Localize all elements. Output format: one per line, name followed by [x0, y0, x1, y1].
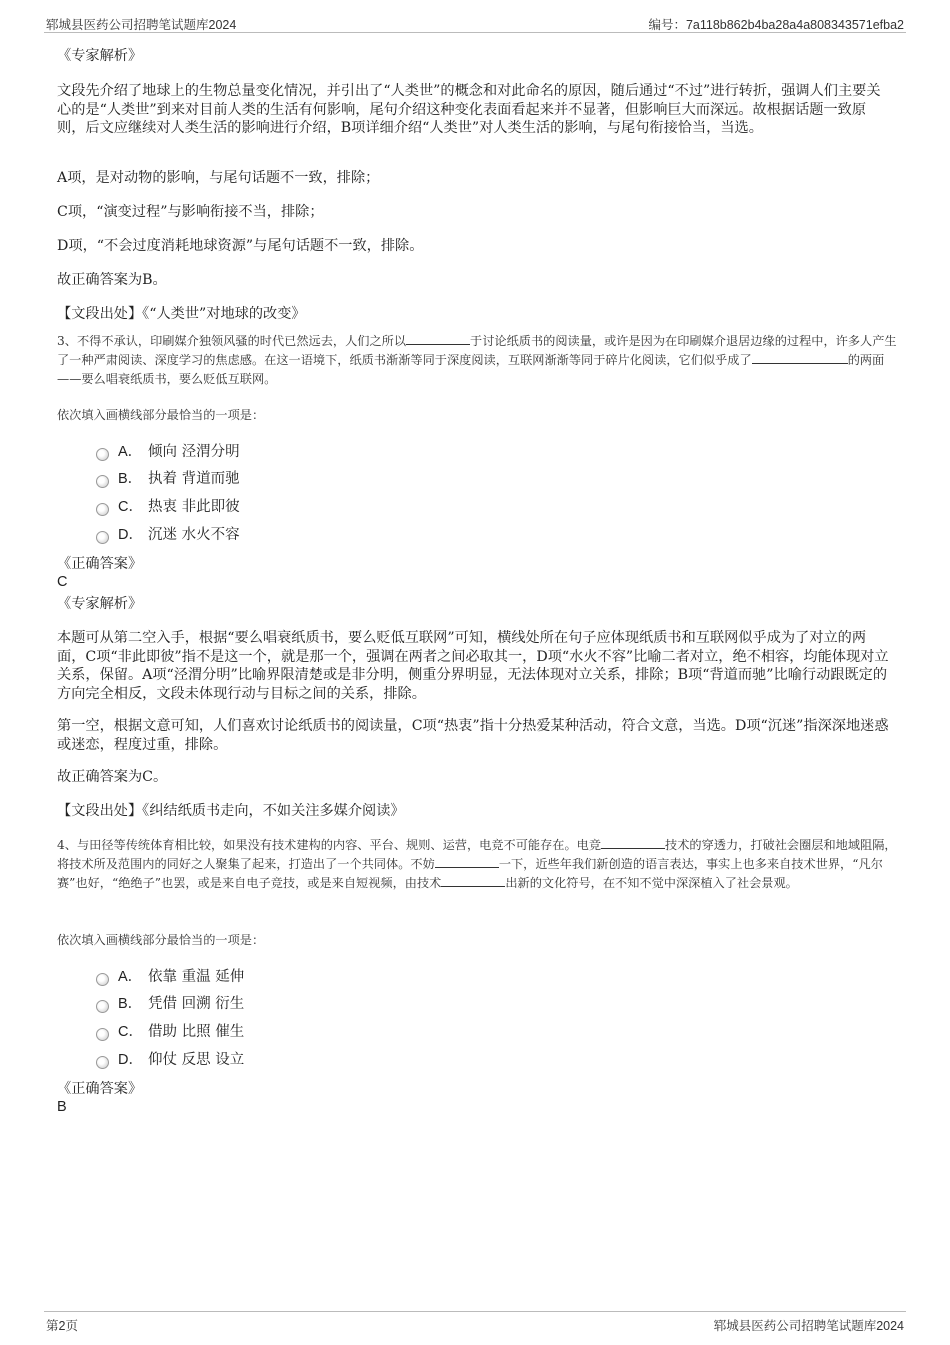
- expert-analysis-label: 《专家解析》: [57, 596, 143, 612]
- page-header: [44, 10, 906, 33]
- option-c[interactable]: C． 借助 比照 催生: [96, 1022, 244, 1042]
- option-d[interactable]: D． 沉迷 水火不容: [96, 525, 240, 545]
- radio-icon[interactable]: [96, 531, 109, 544]
- footer-title: 郓城县医药公司招聘笔试题库2024: [713, 1319, 904, 1333]
- page-number: 第2页: [46, 1319, 78, 1333]
- question-4-text: 4、与田径等传统体育相比较，如果没有技术建构的内容、平台、规则、运营，电竞不可能存在。电竞 技术的穿透力，打破社会圈层和地域阻隔，将技术所及范围内的同好之人聚集了起来，打造出了一个共同体。不妨 一下，近些年我们新创造的语言表达，事实上也多来自技术世界，“凡尔赛”也好，“绝绝子”也罢，或是来自电子竞技，或是来自短视频，由技术 出新的文化符号，在不知不觉中深深植入了社会景观。: [57, 838, 897, 890]
- source-citation: 【文段出处】《“人类世”对地球的改变》: [57, 306, 306, 322]
- radio-icon[interactable]: [96, 1056, 109, 1069]
- radio-icon[interactable]: [96, 475, 109, 488]
- correct-answer-label: 《正确答案》: [57, 1081, 143, 1097]
- radio-icon[interactable]: [96, 973, 109, 986]
- question-prompt: 依次填入画横线部分最恰当的一项是：: [57, 408, 265, 422]
- fill-blank: [752, 351, 848, 364]
- question-prompt: 依次填入画横线部分最恰当的一项是：: [57, 933, 265, 947]
- radio-icon[interactable]: [96, 1000, 109, 1013]
- analysis-paragraph: 第一空，根据文意可知，人们喜欢讨论纸质书的阅读量，C项“热衷”指十分热爱某种活动，符合文意，当选。D项“沉迷”指深深地迷惑或迷恋，程度过重，排除。: [57, 718, 889, 753]
- question-3-text: 3、不得不承认，印刷媒介独领风骚的时代已然远去，人们之所以 于讨论纸质书的阅读量，或许是因为在印刷媒介退居边缘的过程中，许多人产生了一种严肃阅读、深度学习的焦虑感。在这一语境下，纸质书渐渐等同于深度阅读，互联网渐渐等同于碎片化阅读，它们似乎成了 的两面——要么唱衰纸质书，要么贬低互联网。: [57, 334, 897, 386]
- fill-blank: [601, 836, 665, 849]
- fill-blank: [406, 332, 470, 345]
- radio-icon[interactable]: [96, 448, 109, 461]
- analysis-paragraph: 文段先介绍了地球上的生物总量变化情况，并引出了“人类世”的概念和对此命名的原因，随后通过“不过”进行转折，强调人们主要关心的是“人类世”到来对目前人类的生活有何影响，尾句介绍这种变化表面看起来并不显著，但影响巨大而深远。故根据话题一致原则，后文应继续对人类生活的影响进行介绍，B项详细介绍“人类世”对人类生活的影响，与尾句衔接恰当，当选。: [57, 83, 881, 136]
- header-doc-number: 编号：7a118b862b4ba28a4a808343571efba2: [648, 18, 904, 32]
- expert-analysis-label: 《专家解析》: [57, 48, 143, 64]
- analysis-paragraph: A项，是对动物的影响，与尾句话题不一致，排除；: [57, 170, 380, 186]
- radio-icon[interactable]: [96, 503, 109, 516]
- analysis-paragraph: C项，“演变过程”与影响衔接不当，排除；: [57, 204, 324, 220]
- fill-blank: [435, 855, 499, 868]
- fill-blank: [441, 874, 505, 887]
- source-citation: 【文段出处】《纠结纸质书走向，不如关注多媒介阅读》: [57, 803, 405, 819]
- correct-answer: B: [57, 1099, 67, 1115]
- option-a[interactable]: A． 依靠 重温 延伸: [96, 967, 244, 987]
- radio-icon[interactable]: [96, 1028, 109, 1041]
- analysis-paragraph: 本题可从第二空入手，根据“要么唱衰纸质书，要么贬低互联网”可知，横线处所在句子应体现纸质书和互联网似乎成为了对立的两面，C项“非此即彼”指不是这一个，就是那一个，强调在两者之间必取其一，D项“水火不容”比喻二者对立，绝不相容，均能体现对立关系，保留。A项“泾渭分明”比喻界限清楚或是非分明，侧重分界明显，无法体现对立关系，排除；B项“背道而驰”比喻行动跟既定的方向完全相反，文段未体现行动与目标之间的关系，排除。: [57, 630, 889, 702]
- option-c[interactable]: C． 热衷 非此即彼: [96, 497, 240, 517]
- page-footer: [44, 1311, 906, 1336]
- option-b[interactable]: B． 执着 背道而驰: [96, 469, 240, 489]
- option-d[interactable]: D． 仰仗 反思 设立: [96, 1050, 244, 1070]
- analysis-paragraph: D项，“不会过度消耗地球资源”与尾句话题不一致，排除。: [57, 238, 424, 254]
- correct-answer: C: [57, 574, 68, 590]
- option-a[interactable]: A． 倾向 泾渭分明: [96, 442, 240, 462]
- answer-conclusion: 故正确答案为B。: [57, 272, 167, 288]
- correct-answer-label: 《正确答案》: [57, 556, 143, 572]
- answer-conclusion: 故正确答案为C。: [57, 769, 168, 785]
- option-b[interactable]: B． 凭借 回溯 衍生: [96, 994, 244, 1014]
- header-title: 郓城县医药公司招聘笔试题库2024: [46, 18, 237, 32]
